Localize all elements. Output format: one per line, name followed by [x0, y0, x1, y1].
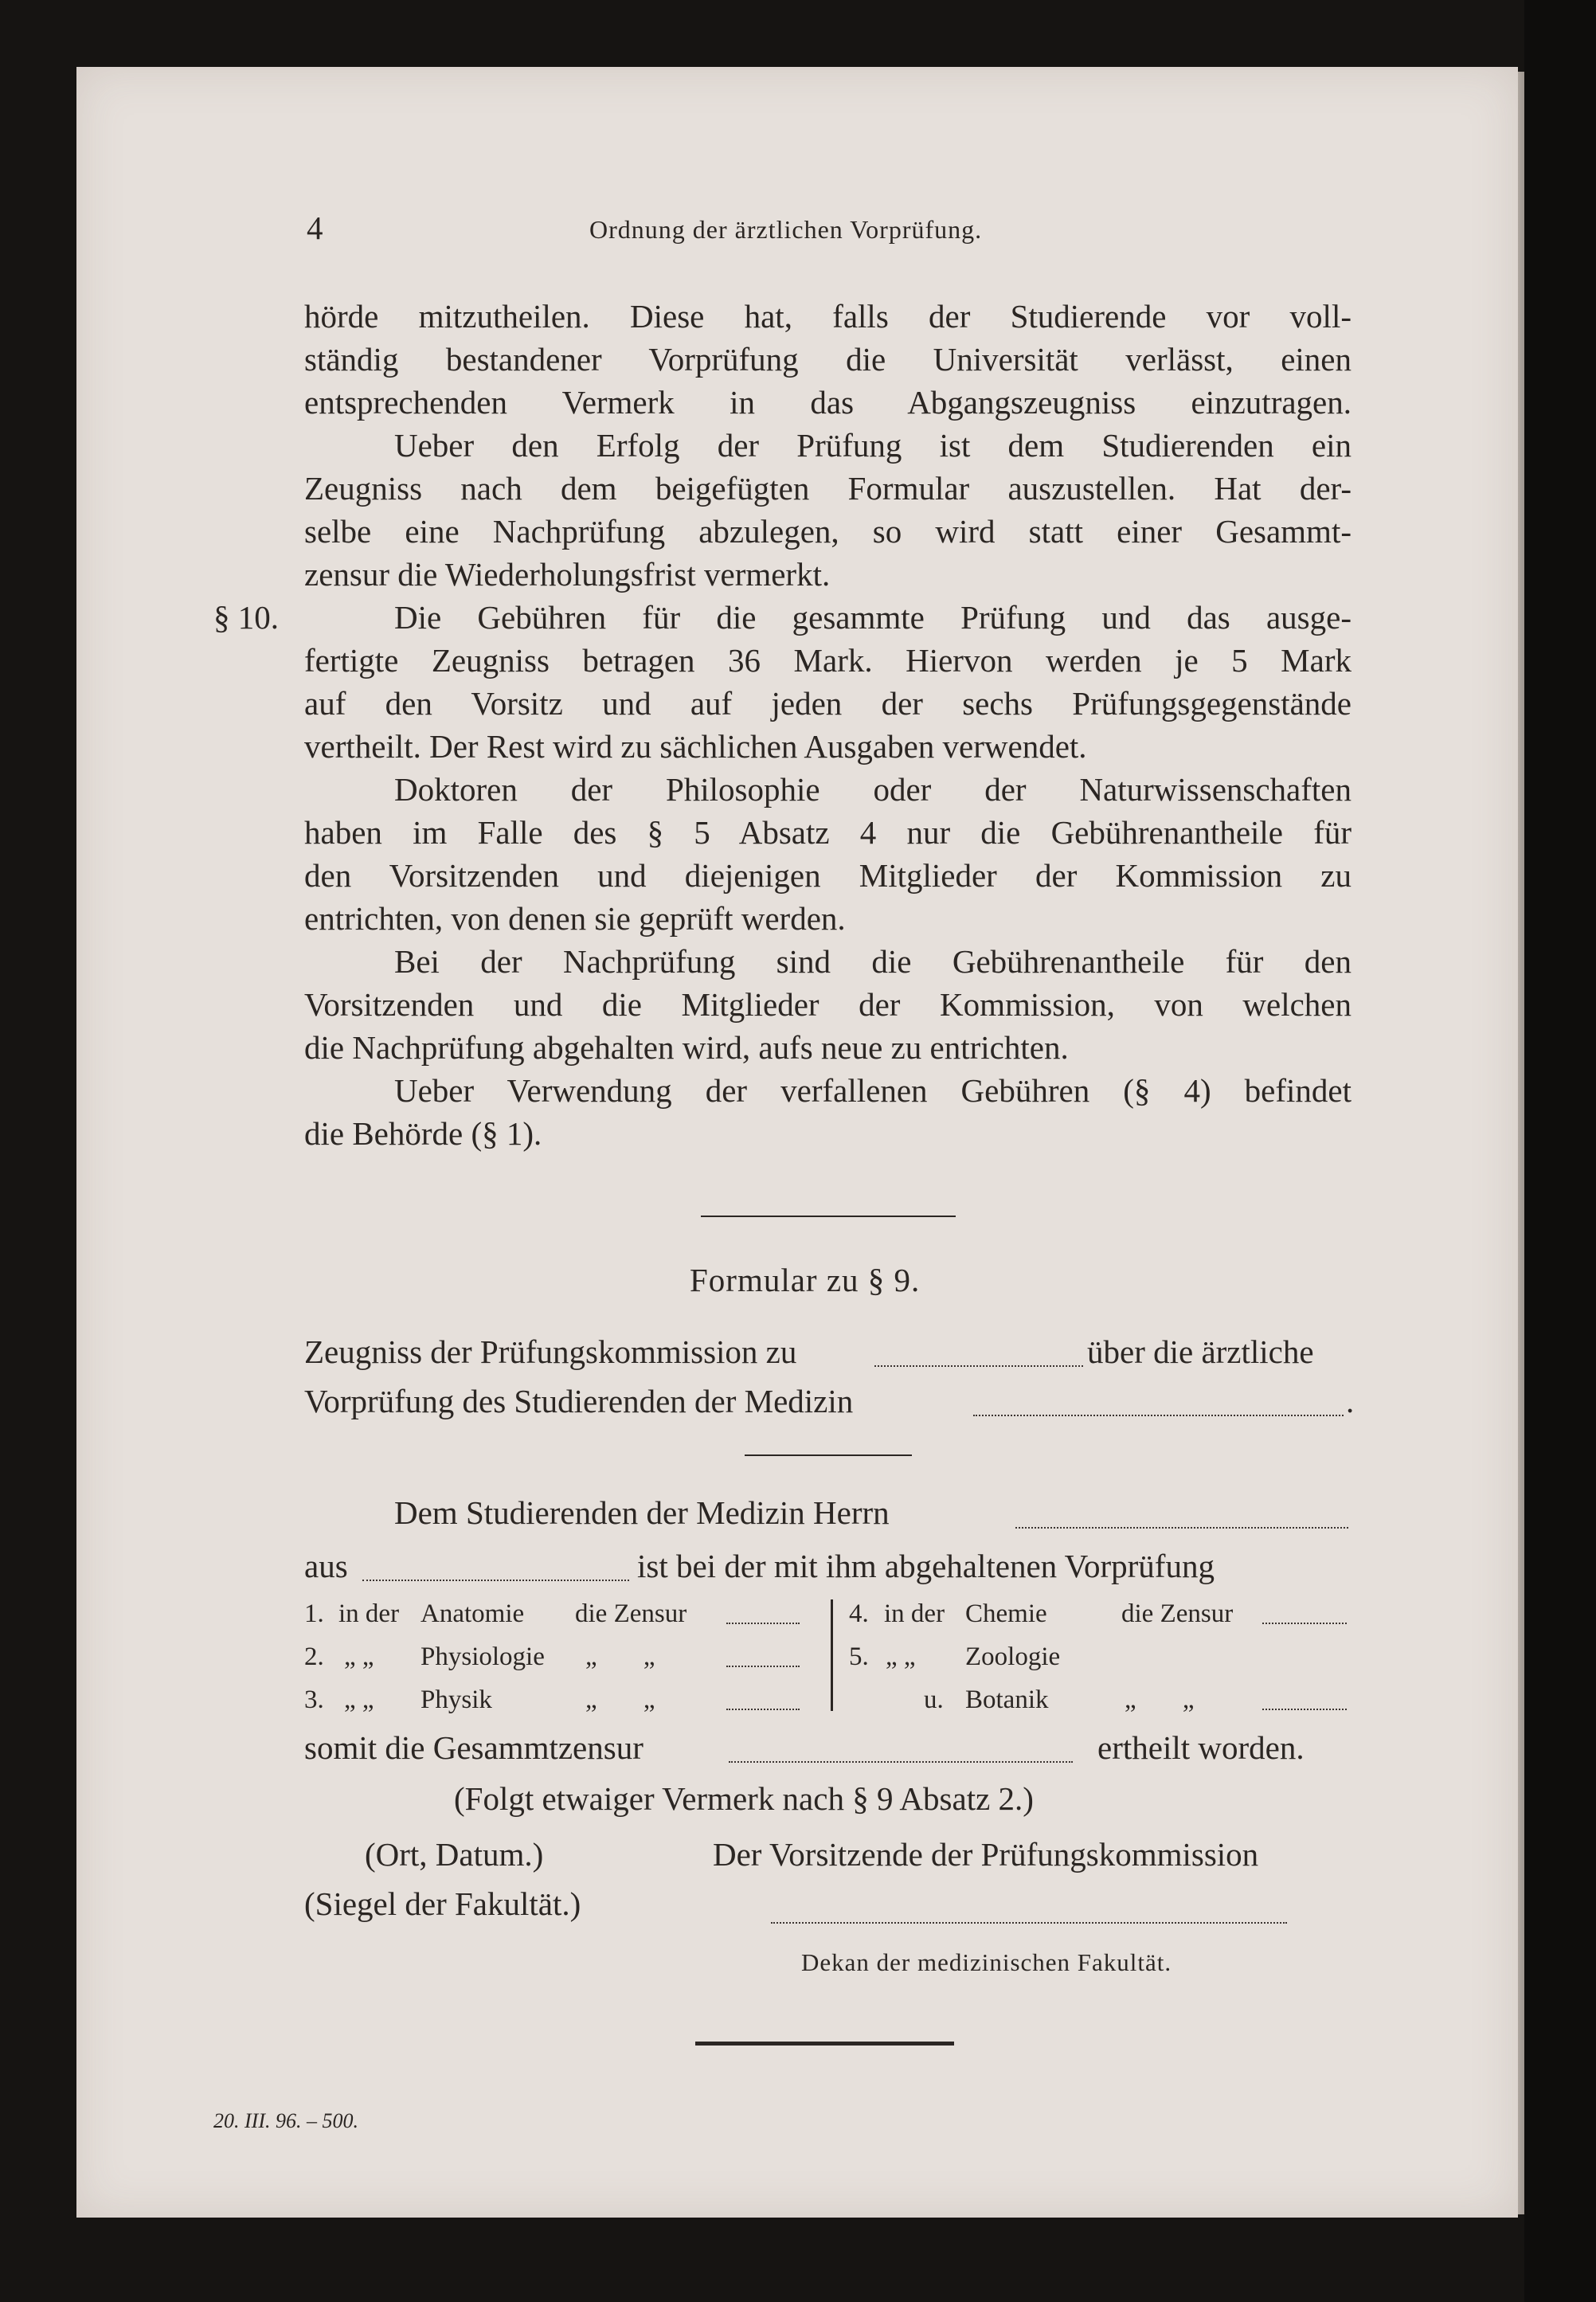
fill-line-studierender: [973, 1414, 1344, 1416]
form-line-2: Vorprüfung des Studierenden der Medizin: [304, 1383, 854, 1419]
text-line: Ueber den Erfolg der Prüfung ist dem Studierenden ein: [394, 427, 1352, 464]
text-line: auf den Vorsitz und auf jeden der sechs Prüfungsgegenstände: [304, 685, 1352, 722]
grade-fill: [726, 1665, 800, 1667]
zeugnis-prefix: Zeugniss der Prüfungskommission zu: [304, 1333, 797, 1370]
subject-grade-label: die Zensur: [1121, 1599, 1234, 1628]
subject-grade-label: „ „: [585, 1642, 655, 1671]
form-line-2-end: .: [1346, 1383, 1355, 1419]
subject-prep: „ „: [344, 1685, 374, 1714]
form-heading: Formular zu § 9.: [690, 1262, 921, 1298]
print-note: 20. III. 96. – 500.: [213, 2109, 358, 2132]
subject-grade-label: „ „: [1125, 1685, 1195, 1714]
text-line: vertheilt. Der Rest wird zu sächlichen Ausgaben verwendet.: [304, 728, 1087, 765]
subject-grade-label: „ „: [585, 1685, 655, 1714]
ort-datum: (Ort, Datum.): [365, 1836, 544, 1873]
fill-line-gesammtzensur: [729, 1760, 1073, 1763]
table-divider: [831, 1599, 833, 1711]
subject-name: Physik: [421, 1685, 492, 1714]
text-line: zensur die Wiederholungsfrist vermerkt.: [304, 556, 831, 593]
text-line: den Vorsitzenden und diejenigen Mitglieder der Kommission zu: [304, 857, 1352, 894]
dekan-label: Dekan der medizinischen Fakultät.: [801, 1948, 1172, 1976]
aus-suffix: ist bei der mit ihm abgehaltenen Vorprüfung: [637, 1548, 1215, 1584]
vorsitzende-label: Der Vorsitzende der Prüfungskommission: [713, 1836, 1259, 1873]
separator-rule: [701, 1216, 956, 1217]
ertheilt-label: ertheilt worden.: [1097, 1729, 1305, 1766]
page-number: 4: [307, 209, 323, 246]
subject-name: Zoologie: [965, 1642, 1061, 1671]
fill-line-aus: [362, 1579, 629, 1581]
siegel-label: (Siegel der Fakultät.): [304, 1885, 581, 1922]
subject-num: 4.: [849, 1599, 869, 1628]
subject-num: 3.: [304, 1685, 324, 1714]
running-title: Ordnung der ärztlichen Vorprüfung.: [589, 215, 983, 244]
text-line: Vorsitzenden und die Mitglieder der Kommission, von welchen: [304, 986, 1352, 1023]
text-line: selbe eine Nachprüfung abzulegen, so wird statt einer Gesammt-: [304, 513, 1352, 550]
text-line: Doktoren der Philosophie oder der Naturwissenschaften: [394, 771, 1352, 808]
grade-fill: [1262, 1622, 1347, 1624]
text-line: die Nachprüfung abgehalten wird, aufs neue zu entrichten.: [304, 1029, 1069, 1066]
fill-line-kommission: [874, 1364, 1083, 1367]
subject-name: Physiologie: [421, 1642, 545, 1671]
text-line: Zeugniss nach dem beigefügten Formular auszustellen. Hat der-: [304, 470, 1352, 507]
subject-name: Anatomie: [421, 1599, 525, 1628]
subject-num: 1.: [304, 1599, 324, 1628]
subject-num: 2.: [304, 1642, 324, 1671]
text-line: hörde mitzutheilen. Diese hat, falls der Studierende vor voll-: [304, 298, 1352, 335]
subject-prep: „ „: [886, 1642, 916, 1671]
subject-prep: in der: [338, 1599, 400, 1628]
text-line: ständig bestandener Vorprüfung die Universität verlässt, einen: [304, 341, 1352, 378]
book-spine: [1524, 0, 1596, 2302]
dem-studierenden: Dem Studierenden der Medizin Herrn: [394, 1494, 890, 1531]
text-line: Ueber Verwendung der verfallenen Gebühren (§ 4) befindet: [394, 1072, 1352, 1109]
grade-fill: [1262, 1708, 1347, 1710]
subject-prep: in der: [884, 1599, 945, 1628]
zeugnis-suffix: über die ärztliche: [1087, 1333, 1314, 1370]
fill-line-herrn: [1015, 1526, 1348, 1529]
closing-rule: [695, 2042, 954, 2046]
subject-grade-label: die Zensur: [575, 1599, 687, 1628]
grade-fill: [726, 1708, 800, 1710]
text-line: haben im Falle des § 5 Absatz 4 nur die Gebührenantheile für: [304, 814, 1352, 851]
text-line: Die Gebühren für die gesammte Prüfung und das ausge-: [394, 599, 1352, 636]
vermerk-note: (Folgt etwaiger Vermerk nach § 9 Absatz 2.): [454, 1780, 1034, 1817]
somit-label: somit die Gesammtzensur: [304, 1729, 643, 1766]
section-mark: § 10.: [213, 599, 279, 636]
subject-name: Botanik: [965, 1685, 1049, 1714]
text-line: entrichten, von denen sie geprüft werden.: [304, 900, 846, 937]
subject-prep: u.: [924, 1685, 944, 1714]
text-line: Bei der Nachprüfung sind die Gebührenantheile für den: [394, 943, 1352, 980]
signature-line: [771, 1921, 1287, 1924]
form-separator: [745, 1454, 912, 1456]
text-line: die Behörde (§ 1).: [304, 1115, 542, 1152]
text-line: fertigte Zeugniss betragen 36 Mark. Hiervon werden je 5 Mark: [304, 642, 1352, 679]
text-line: entsprechenden Vermerk in das Abgangszeugniss einzutragen.: [304, 384, 1352, 421]
subject-name: Chemie: [965, 1599, 1047, 1628]
subject-num: 5.: [849, 1642, 869, 1671]
subject-prep: „ „: [344, 1642, 374, 1671]
grade-fill: [726, 1622, 800, 1624]
aus-label: aus: [304, 1548, 348, 1584]
